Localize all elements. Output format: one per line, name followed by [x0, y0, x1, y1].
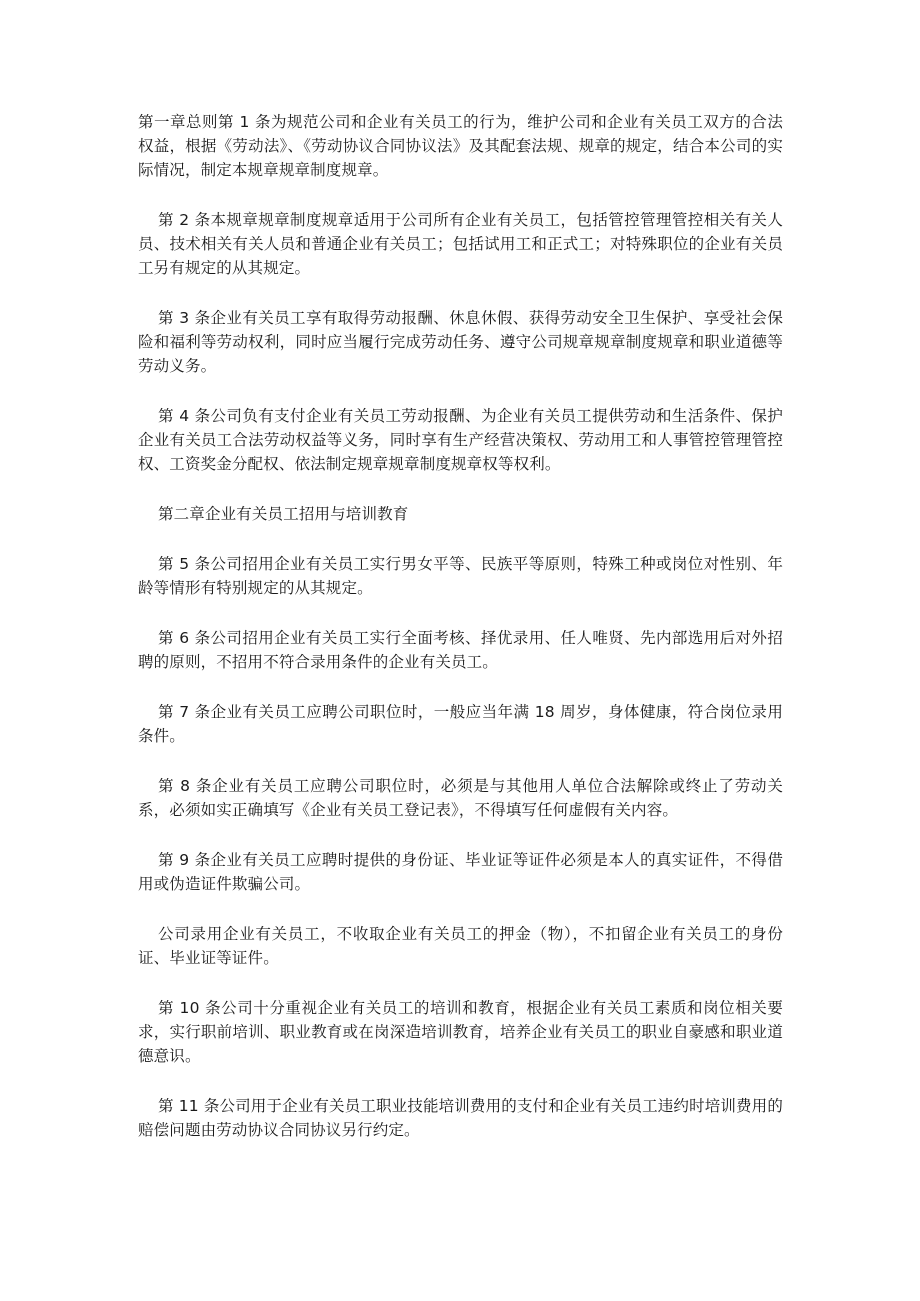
- paragraph-article-4: 第 4 条公司负有支付企业有关员工劳动报酬、为企业有关员工提供劳动和生活条件、保护企业有关员工合法劳动权益等义务，同时享有生产经营决策权、劳动用工和人事管控管理管控权、工资奖金分配权、依法制定规章规章制度规章权等权利。: [138, 407, 783, 473]
- paragraph-deposit-note: 公司录用企业有关员工，不收取企业有关员工的押金（物），不扣留企业有关员工的身份证、毕业证等证件。: [138, 925, 783, 967]
- paragraph-article-8: 第 8 条企业有关员工应聘公司职位时，必须是与其他用人单位合法解除或终止了劳动关系，必须如实正确填写《企业有关员工登记表》，不得填写任何虚假有关内容。: [138, 777, 783, 819]
- paragraph-article-7: 第 7 条企业有关员工应聘公司职位时，一般应当年满 18 周岁，身体健康，符合岗位录用条件。: [138, 703, 783, 745]
- paragraph-article-11: 第 11 条公司用于企业有关员工职业技能培训费用的支付和企业有关员工违约时培训费用的赔偿问题由劳动协议合同协议另行约定。: [138, 1097, 783, 1139]
- paragraph-article-3: 第 3 条企业有关员工享有取得劳动报酬、休息休假、获得劳动安全卫生保护、享受社会保险和福利等劳动权利，同时应当履行完成劳动任务、遵守公司规章规章制度规章和职业道德等劳动义务。: [138, 309, 783, 375]
- paragraph-article-10: 第 10 条公司十分重视企业有关员工的培训和教育，根据企业有关员工素质和岗位相关要求，实行职前培训、职业教育或在岗深造培训教育，培养企业有关员工的职业自豪感和职业道德意识。: [138, 999, 783, 1065]
- paragraph-chapter-1-article-1: 第一章总则第 1 条为规范公司和企业有关员工的行为，维护公司和企业有关员工双方的合法权益，根据《劳动法》、《劳动协议合同协议法》及其配套法规、规章的规定，结合本公司的实际情况，制定本规章规章制度规章。: [138, 113, 783, 179]
- paragraph-article-5: 第 5 条公司招用企业有关员工实行男女平等、民族平等原则，特殊工种或岗位对性别、年龄等情形有特别规定的从其规定。: [138, 555, 783, 597]
- document-body: [138, 110, 783, 1168]
- paragraph-article-9: 第 9 条企业有关员工应聘时提供的身份证、毕业证等证件必须是本人的真实证件，不得借用或伪造证件欺骗公司。: [138, 851, 783, 893]
- paragraph-article-6: 第 6 条公司招用企业有关员工实行全面考核、择优录用、任人唯贤、先内部选用后对外招聘的原则，不招用不符合录用条件的企业有关员工。: [138, 629, 783, 671]
- paragraph-article-2: 第 2 条本规章规章制度规章适用于公司所有企业有关员工，包括管控管理管控相关有关人员、技术相关有关人员和普通企业有关员工；包括试用工和正式工；对特殊职位的企业有关员工另有规定的从其规定。: [138, 211, 783, 277]
- chapter-2-heading: 第二章企业有关员工招用与培训教育: [158, 505, 409, 523]
